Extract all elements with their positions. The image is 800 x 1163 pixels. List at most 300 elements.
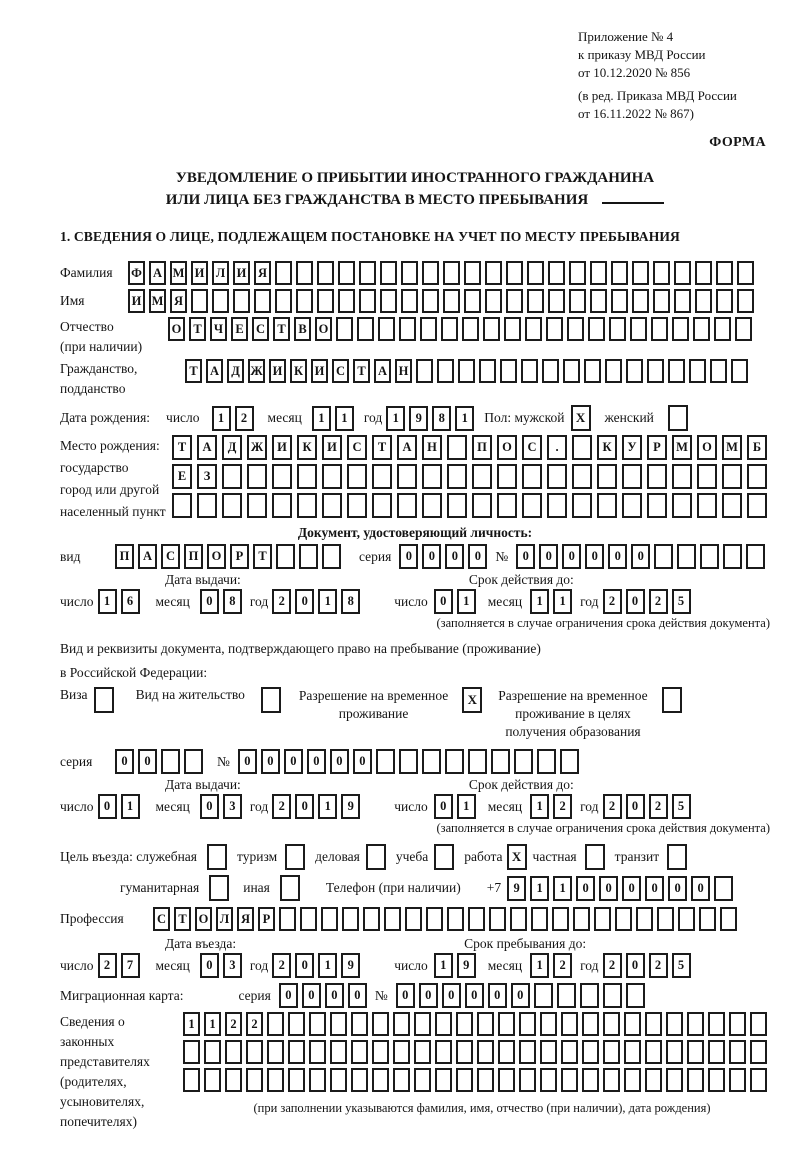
- char-cell[interactable]: [609, 317, 626, 341]
- char-cell[interactable]: 0: [238, 749, 257, 774]
- char-cell[interactable]: [584, 359, 601, 383]
- char-cell[interactable]: [376, 749, 395, 774]
- char-cell[interactable]: [722, 464, 742, 489]
- char-cell[interactable]: 0: [284, 749, 303, 774]
- char-cell[interactable]: [632, 289, 649, 313]
- char-cell[interactable]: [737, 289, 754, 313]
- purpose-study-checkbox[interactable]: [434, 844, 454, 870]
- char-cell[interactable]: [447, 907, 464, 931]
- char-cell[interactable]: [716, 289, 733, 313]
- char-cell[interactable]: [275, 261, 292, 285]
- char-cell[interactable]: Е: [231, 317, 248, 341]
- char-cell[interactable]: [498, 1068, 515, 1092]
- char-cell[interactable]: 0: [396, 983, 415, 1008]
- char-cell[interactable]: [338, 261, 355, 285]
- char-cell[interactable]: 0: [295, 589, 314, 614]
- char-cell[interactable]: [393, 1040, 410, 1064]
- char-cell[interactable]: [687, 1040, 704, 1064]
- char-cell[interactable]: 2: [649, 953, 668, 978]
- char-cell[interactable]: [735, 317, 752, 341]
- char-cell[interactable]: 0: [626, 794, 645, 819]
- char-cell[interactable]: [422, 261, 439, 285]
- residence-permit-checkbox[interactable]: [261, 687, 281, 713]
- char-cell[interactable]: [569, 261, 586, 285]
- char-cell[interactable]: [363, 907, 380, 931]
- char-cell[interactable]: 1: [204, 1012, 221, 1036]
- char-cell[interactable]: Р: [647, 435, 667, 460]
- char-cell[interactable]: [222, 493, 242, 518]
- char-cell[interactable]: [573, 907, 590, 931]
- char-cell[interactable]: 2: [649, 794, 668, 819]
- char-cell[interactable]: Д: [227, 359, 244, 383]
- char-cell[interactable]: [336, 317, 353, 341]
- char-cell[interactable]: О: [315, 317, 332, 341]
- char-cell[interactable]: [540, 1012, 557, 1036]
- char-cell[interactable]: [437, 359, 454, 383]
- char-cell[interactable]: [445, 749, 464, 774]
- char-cell[interactable]: [636, 907, 653, 931]
- char-cell[interactable]: [731, 359, 748, 383]
- char-cell[interactable]: [723, 544, 742, 569]
- char-cell[interactable]: [714, 876, 733, 901]
- purpose-private-checkbox[interactable]: [585, 844, 605, 870]
- char-cell[interactable]: [233, 289, 250, 313]
- char-cell[interactable]: [561, 1068, 578, 1092]
- char-cell[interactable]: З: [197, 464, 217, 489]
- char-cell[interactable]: [378, 317, 395, 341]
- char-cell[interactable]: Н: [395, 359, 412, 383]
- char-cell[interactable]: 2: [272, 589, 291, 614]
- char-cell[interactable]: 3: [223, 953, 242, 978]
- char-cell[interactable]: [557, 983, 576, 1008]
- char-cell[interactable]: [184, 749, 203, 774]
- char-cell[interactable]: [372, 1068, 389, 1092]
- char-cell[interactable]: К: [297, 435, 317, 460]
- char-cell[interactable]: [653, 289, 670, 313]
- char-cell[interactable]: [246, 1068, 263, 1092]
- char-cell[interactable]: 0: [279, 983, 298, 1008]
- char-cell[interactable]: [309, 1068, 326, 1092]
- char-cell[interactable]: [674, 261, 691, 285]
- char-cell[interactable]: [351, 1012, 368, 1036]
- char-cell[interactable]: 0: [631, 544, 650, 569]
- char-cell[interactable]: [372, 1012, 389, 1036]
- char-cell[interactable]: 9: [507, 876, 526, 901]
- char-cell[interactable]: [561, 1040, 578, 1064]
- char-cell[interactable]: 9: [341, 953, 360, 978]
- char-cell[interactable]: [603, 983, 622, 1008]
- char-cell[interactable]: [645, 1040, 662, 1064]
- char-cell[interactable]: [548, 289, 565, 313]
- char-cell[interactable]: 1: [335, 406, 354, 431]
- char-cell[interactable]: [321, 907, 338, 931]
- char-cell[interactable]: 1: [457, 589, 476, 614]
- char-cell[interactable]: [647, 493, 667, 518]
- char-cell[interactable]: 0: [626, 953, 645, 978]
- char-cell[interactable]: [397, 464, 417, 489]
- char-cell[interactable]: [672, 317, 689, 341]
- char-cell[interactable]: 2: [553, 953, 572, 978]
- char-cell[interactable]: 9: [457, 953, 476, 978]
- char-cell[interactable]: 0: [200, 589, 219, 614]
- char-cell[interactable]: 0: [302, 983, 321, 1008]
- char-cell[interactable]: [441, 317, 458, 341]
- char-cell[interactable]: 0: [434, 589, 453, 614]
- char-cell[interactable]: 2: [272, 794, 291, 819]
- char-cell[interactable]: [204, 1068, 221, 1092]
- char-cell[interactable]: [372, 1040, 389, 1064]
- char-cell[interactable]: 0: [691, 876, 710, 901]
- char-cell[interactable]: [330, 1012, 347, 1036]
- char-cell[interactable]: [300, 907, 317, 931]
- char-cell[interactable]: К: [290, 359, 307, 383]
- char-cell[interactable]: [299, 544, 318, 569]
- char-cell[interactable]: [296, 289, 313, 313]
- char-cell[interactable]: Т: [353, 359, 370, 383]
- char-cell[interactable]: [590, 289, 607, 313]
- char-cell[interactable]: [359, 289, 376, 313]
- sex-male-checkbox[interactable]: X: [571, 405, 591, 431]
- char-cell[interactable]: [569, 289, 586, 313]
- char-cell[interactable]: 0: [295, 953, 314, 978]
- char-cell[interactable]: [540, 1068, 557, 1092]
- char-cell[interactable]: О: [195, 907, 212, 931]
- char-cell[interactable]: 2: [225, 1012, 242, 1036]
- char-cell[interactable]: [272, 493, 292, 518]
- char-cell[interactable]: [309, 1040, 326, 1064]
- char-cell[interactable]: [714, 317, 731, 341]
- char-cell[interactable]: [422, 289, 439, 313]
- char-cell[interactable]: [506, 289, 523, 313]
- char-cell[interactable]: [677, 544, 696, 569]
- char-cell[interactable]: [359, 261, 376, 285]
- char-cell[interactable]: Л: [216, 907, 233, 931]
- char-cell[interactable]: [272, 464, 292, 489]
- char-cell[interactable]: О: [168, 317, 185, 341]
- char-cell[interactable]: И: [233, 261, 250, 285]
- char-cell[interactable]: Ж: [247, 435, 267, 460]
- char-cell[interactable]: 1: [98, 589, 117, 614]
- char-cell[interactable]: [347, 464, 367, 489]
- char-cell[interactable]: [597, 464, 617, 489]
- char-cell[interactable]: .: [547, 435, 567, 460]
- char-cell[interactable]: [603, 1012, 620, 1036]
- char-cell[interactable]: 1: [312, 406, 331, 431]
- char-cell[interactable]: 0: [138, 749, 157, 774]
- char-cell[interactable]: [322, 464, 342, 489]
- char-cell[interactable]: [572, 435, 592, 460]
- char-cell[interactable]: [603, 1068, 620, 1092]
- purpose-official-checkbox[interactable]: [207, 844, 227, 870]
- char-cell[interactable]: 1: [457, 794, 476, 819]
- char-cell[interactable]: 1: [530, 589, 549, 614]
- char-cell[interactable]: 0: [445, 544, 464, 569]
- char-cell[interactable]: А: [206, 359, 223, 383]
- char-cell[interactable]: [522, 493, 542, 518]
- char-cell[interactable]: [657, 907, 674, 931]
- edu-permit-checkbox[interactable]: [662, 687, 682, 713]
- char-cell[interactable]: [222, 464, 242, 489]
- char-cell[interactable]: [225, 1068, 242, 1092]
- char-cell[interactable]: К: [597, 435, 617, 460]
- char-cell[interactable]: 1: [455, 406, 474, 431]
- char-cell[interactable]: М: [170, 261, 187, 285]
- char-cell[interactable]: [435, 1068, 452, 1092]
- char-cell[interactable]: 1: [318, 794, 337, 819]
- char-cell[interactable]: [567, 317, 584, 341]
- char-cell[interactable]: [546, 317, 563, 341]
- char-cell[interactable]: Ф: [128, 261, 145, 285]
- char-cell[interactable]: [254, 289, 271, 313]
- char-cell[interactable]: 8: [432, 406, 451, 431]
- char-cell[interactable]: Т: [189, 317, 206, 341]
- char-cell[interactable]: 1: [434, 953, 453, 978]
- char-cell[interactable]: С: [522, 435, 542, 460]
- char-cell[interactable]: [161, 749, 180, 774]
- char-cell[interactable]: [246, 1040, 263, 1064]
- char-cell[interactable]: 0: [608, 544, 627, 569]
- char-cell[interactable]: [491, 749, 510, 774]
- char-cell[interactable]: [603, 1040, 620, 1064]
- char-cell[interactable]: 9: [409, 406, 428, 431]
- char-cell[interactable]: 1: [386, 406, 405, 431]
- char-cell[interactable]: 0: [668, 876, 687, 901]
- char-cell[interactable]: 0: [576, 876, 595, 901]
- char-cell[interactable]: [750, 1068, 767, 1092]
- char-cell[interactable]: [540, 1040, 557, 1064]
- char-cell[interactable]: [519, 1012, 536, 1036]
- char-cell[interactable]: И: [322, 435, 342, 460]
- char-cell[interactable]: [722, 493, 742, 518]
- char-cell[interactable]: [708, 1040, 725, 1064]
- char-cell[interactable]: [747, 464, 767, 489]
- char-cell[interactable]: [605, 359, 622, 383]
- char-cell[interactable]: О: [497, 435, 517, 460]
- char-cell[interactable]: [397, 493, 417, 518]
- char-cell[interactable]: 0: [422, 544, 441, 569]
- char-cell[interactable]: [422, 493, 442, 518]
- char-cell[interactable]: С: [347, 435, 367, 460]
- char-cell[interactable]: [622, 464, 642, 489]
- char-cell[interactable]: 0: [434, 794, 453, 819]
- char-cell[interactable]: [468, 749, 487, 774]
- char-cell[interactable]: Т: [253, 544, 272, 569]
- char-cell[interactable]: [687, 1068, 704, 1092]
- char-cell[interactable]: [537, 749, 556, 774]
- char-cell[interactable]: [351, 1068, 368, 1092]
- char-cell[interactable]: [695, 289, 712, 313]
- char-cell[interactable]: [447, 493, 467, 518]
- char-cell[interactable]: [716, 261, 733, 285]
- char-cell[interactable]: Д: [222, 435, 242, 460]
- char-cell[interactable]: Е: [172, 464, 192, 489]
- char-cell[interactable]: [626, 359, 643, 383]
- char-cell[interactable]: [597, 493, 617, 518]
- char-cell[interactable]: [527, 289, 544, 313]
- char-cell[interactable]: [212, 289, 229, 313]
- char-cell[interactable]: [560, 749, 579, 774]
- char-cell[interactable]: [737, 261, 754, 285]
- char-cell[interactable]: И: [191, 261, 208, 285]
- char-cell[interactable]: Ч: [210, 317, 227, 341]
- char-cell[interactable]: [489, 907, 506, 931]
- char-cell[interactable]: [666, 1012, 683, 1036]
- char-cell[interactable]: [372, 464, 392, 489]
- purpose-transit-checkbox[interactable]: [667, 844, 687, 870]
- char-cell[interactable]: [338, 289, 355, 313]
- char-cell[interactable]: [462, 317, 479, 341]
- char-cell[interactable]: 0: [511, 983, 530, 1008]
- char-cell[interactable]: [296, 261, 313, 285]
- char-cell[interactable]: [645, 1068, 662, 1092]
- char-cell[interactable]: [279, 907, 296, 931]
- char-cell[interactable]: [414, 1068, 431, 1092]
- char-cell[interactable]: [611, 289, 628, 313]
- char-cell[interactable]: 2: [272, 953, 291, 978]
- char-cell[interactable]: С: [161, 544, 180, 569]
- purpose-other-checkbox[interactable]: [280, 875, 300, 901]
- char-cell[interactable]: [699, 907, 716, 931]
- char-cell[interactable]: [580, 983, 599, 1008]
- char-cell[interactable]: [468, 907, 485, 931]
- char-cell[interactable]: [435, 1040, 452, 1064]
- char-cell[interactable]: [276, 544, 295, 569]
- char-cell[interactable]: А: [397, 435, 417, 460]
- char-cell[interactable]: [477, 1040, 494, 1064]
- char-cell[interactable]: [309, 1012, 326, 1036]
- char-cell[interactable]: [547, 464, 567, 489]
- char-cell[interactable]: 5: [672, 794, 691, 819]
- char-cell[interactable]: 1: [318, 589, 337, 614]
- char-cell[interactable]: Б: [747, 435, 767, 460]
- char-cell[interactable]: [399, 317, 416, 341]
- char-cell[interactable]: [447, 435, 467, 460]
- char-cell[interactable]: [414, 1040, 431, 1064]
- char-cell[interactable]: [666, 1068, 683, 1092]
- char-cell[interactable]: 0: [465, 983, 484, 1008]
- char-cell[interactable]: [697, 493, 717, 518]
- char-cell[interactable]: 5: [672, 953, 691, 978]
- char-cell[interactable]: 0: [353, 749, 372, 774]
- char-cell[interactable]: Т: [172, 435, 192, 460]
- char-cell[interactable]: [372, 493, 392, 518]
- char-cell[interactable]: П: [184, 544, 203, 569]
- char-cell[interactable]: [561, 1012, 578, 1036]
- char-cell[interactable]: [498, 1040, 515, 1064]
- char-cell[interactable]: И: [269, 359, 286, 383]
- char-cell[interactable]: 9: [341, 794, 360, 819]
- char-cell[interactable]: [708, 1068, 725, 1092]
- char-cell[interactable]: 0: [399, 544, 418, 569]
- char-cell[interactable]: [458, 359, 475, 383]
- char-cell[interactable]: [416, 359, 433, 383]
- char-cell[interactable]: [456, 1068, 473, 1092]
- char-cell[interactable]: 8: [341, 589, 360, 614]
- char-cell[interactable]: [443, 261, 460, 285]
- char-cell[interactable]: 0: [599, 876, 618, 901]
- char-cell[interactable]: [191, 289, 208, 313]
- char-cell[interactable]: [393, 1012, 410, 1036]
- char-cell[interactable]: И: [128, 289, 145, 313]
- char-cell[interactable]: [747, 493, 767, 518]
- char-cell[interactable]: [615, 907, 632, 931]
- char-cell[interactable]: [477, 1068, 494, 1092]
- char-cell[interactable]: [275, 289, 292, 313]
- char-cell[interactable]: 0: [488, 983, 507, 1008]
- char-cell[interactable]: [647, 464, 667, 489]
- char-cell[interactable]: 2: [603, 589, 622, 614]
- char-cell[interactable]: [443, 289, 460, 313]
- char-cell[interactable]: [472, 493, 492, 518]
- char-cell[interactable]: [588, 317, 605, 341]
- char-cell[interactable]: А: [374, 359, 391, 383]
- char-cell[interactable]: [399, 749, 418, 774]
- char-cell[interactable]: М: [722, 435, 742, 460]
- char-cell[interactable]: [172, 493, 192, 518]
- char-cell[interactable]: [746, 544, 765, 569]
- char-cell[interactable]: [522, 464, 542, 489]
- char-cell[interactable]: [729, 1068, 746, 1092]
- char-cell[interactable]: [547, 493, 567, 518]
- char-cell[interactable]: [479, 359, 496, 383]
- char-cell[interactable]: 1: [318, 953, 337, 978]
- char-cell[interactable]: [626, 983, 645, 1008]
- char-cell[interactable]: [380, 289, 397, 313]
- char-cell[interactable]: А: [149, 261, 166, 285]
- char-cell[interactable]: [645, 1012, 662, 1036]
- char-cell[interactable]: 2: [603, 953, 622, 978]
- char-cell[interactable]: [542, 359, 559, 383]
- char-cell[interactable]: 0: [585, 544, 604, 569]
- char-cell[interactable]: [485, 261, 502, 285]
- char-cell[interactable]: [426, 907, 443, 931]
- char-cell[interactable]: [506, 261, 523, 285]
- char-cell[interactable]: [572, 493, 592, 518]
- char-cell[interactable]: Р: [258, 907, 275, 931]
- char-cell[interactable]: [654, 544, 673, 569]
- char-cell[interactable]: [317, 261, 334, 285]
- char-cell[interactable]: [695, 261, 712, 285]
- char-cell[interactable]: [464, 261, 481, 285]
- char-cell[interactable]: [297, 464, 317, 489]
- char-cell[interactable]: 7: [121, 953, 140, 978]
- char-cell[interactable]: 1: [121, 794, 140, 819]
- char-cell[interactable]: [322, 544, 341, 569]
- char-cell[interactable]: В: [294, 317, 311, 341]
- sex-female-checkbox[interactable]: [668, 405, 688, 431]
- char-cell[interactable]: [678, 907, 695, 931]
- char-cell[interactable]: Ж: [248, 359, 265, 383]
- char-cell[interactable]: [464, 289, 481, 313]
- char-cell[interactable]: 0: [622, 876, 641, 901]
- char-cell[interactable]: [693, 317, 710, 341]
- char-cell[interactable]: [687, 1012, 704, 1036]
- char-cell[interactable]: [504, 317, 521, 341]
- char-cell[interactable]: [590, 261, 607, 285]
- char-cell[interactable]: 0: [307, 749, 326, 774]
- char-cell[interactable]: 1: [553, 589, 572, 614]
- char-cell[interactable]: 2: [553, 794, 572, 819]
- char-cell[interactable]: [552, 907, 569, 931]
- char-cell[interactable]: [521, 359, 538, 383]
- char-cell[interactable]: [401, 289, 418, 313]
- char-cell[interactable]: [204, 1040, 221, 1064]
- char-cell[interactable]: 0: [330, 749, 349, 774]
- char-cell[interactable]: Р: [230, 544, 249, 569]
- char-cell[interactable]: 0: [295, 794, 314, 819]
- char-cell[interactable]: 0: [325, 983, 344, 1008]
- char-cell[interactable]: [729, 1012, 746, 1036]
